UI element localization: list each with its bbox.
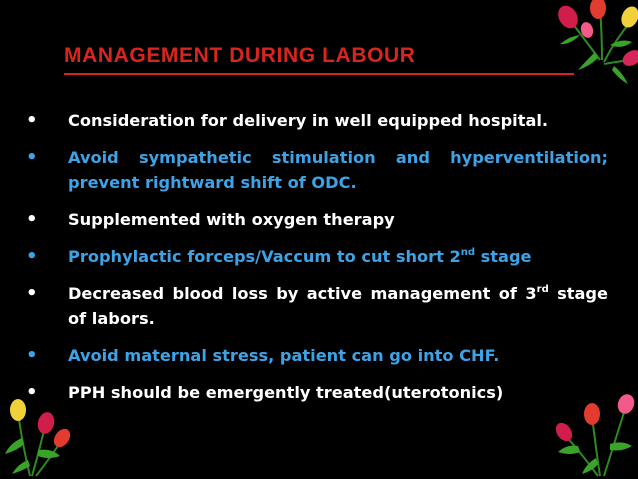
superscript: rd bbox=[536, 284, 549, 295]
bullet-text: Supplemented with oxygen therapy bbox=[68, 210, 395, 229]
superscript: nd bbox=[460, 247, 476, 258]
title-underline bbox=[64, 73, 574, 75]
bullet-dot: • bbox=[26, 110, 38, 131]
bullet-text: Consideration for delivery in well equipped hospital. bbox=[68, 111, 549, 130]
bullet-item-4 bbox=[18, 244, 608, 269]
bullet-dot: • bbox=[26, 382, 38, 403]
bullet-text: Avoid maternal stress, patient can go into CHF. bbox=[68, 346, 500, 365]
bullet-item-3 bbox=[18, 207, 608, 232]
bullet-item-1 bbox=[18, 108, 608, 133]
bullet-item-7 bbox=[18, 380, 608, 405]
bullet-dot: • bbox=[26, 246, 38, 267]
tulip-bouquet-bottom-left-icon bbox=[0, 398, 78, 479]
bullet-dot: • bbox=[26, 147, 38, 168]
bullet-dot: • bbox=[26, 345, 38, 366]
tulip-bouquet-bottom-right-icon bbox=[552, 394, 638, 479]
bullet-text: Avoid sympathetic stimulation and hyperventilation; prevent rightward shift of ODC. bbox=[68, 148, 608, 192]
bullet-dot: • bbox=[26, 209, 38, 230]
bullet-text: Prophylactic forceps/Vaccum to cut short 2nd stage bbox=[68, 247, 532, 266]
bullet-item-5 bbox=[18, 281, 608, 331]
bullet-list bbox=[18, 108, 608, 405]
bullet-text: Decreased blood loss by active management of 3rd stage of labors. bbox=[68, 284, 608, 328]
bullet-item-6 bbox=[18, 343, 608, 368]
bullet-item-2 bbox=[18, 145, 608, 195]
bullet-text: PPH should be emergently treated(uterotonics) bbox=[68, 383, 504, 402]
tulip-bouquet-top-right-icon bbox=[540, 0, 638, 100]
bullet-dot: • bbox=[26, 283, 38, 304]
slide-title: MANAGEMENT DURING LABOUR bbox=[64, 44, 416, 67]
